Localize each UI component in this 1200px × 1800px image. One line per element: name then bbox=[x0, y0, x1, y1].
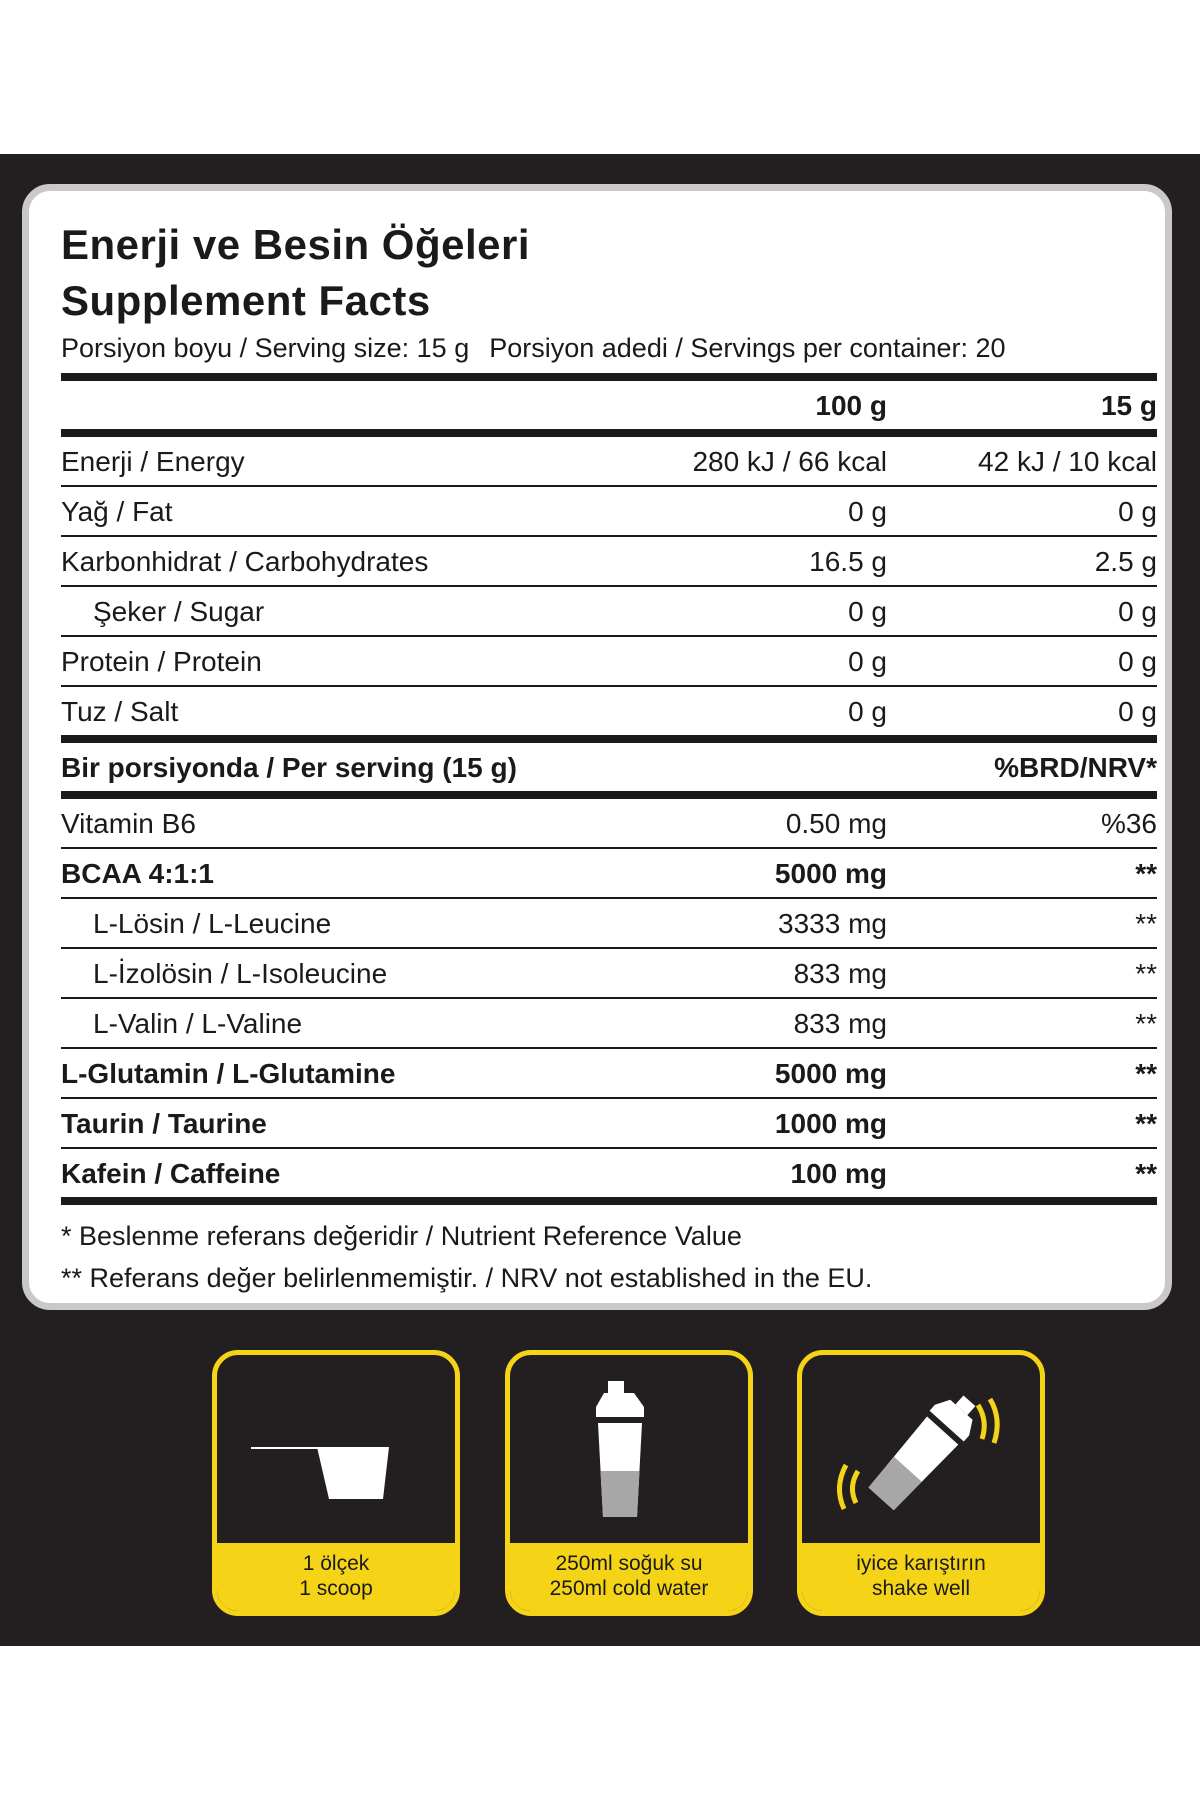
per-serving-header-row bbox=[61, 743, 1157, 791]
divider-thick bbox=[61, 735, 1157, 743]
instruction-scoop bbox=[212, 1350, 460, 1616]
serving-row-bcaa bbox=[61, 849, 1157, 897]
instruction-caption bbox=[217, 1543, 455, 1611]
instruction-caption bbox=[802, 1543, 1040, 1611]
serving-row-isoleucine bbox=[61, 949, 1157, 997]
amount-per-serving: 5000 mg bbox=[774, 1058, 887, 1089]
ingredient-label: L-Lösin / L-Leucine bbox=[93, 908, 332, 939]
nrv-value: ** bbox=[1135, 858, 1157, 889]
amount-per-serving: 833 mg bbox=[793, 1008, 887, 1039]
value-per-100g: 0 g bbox=[848, 596, 887, 627]
nutrition-table bbox=[61, 373, 1157, 1205]
nrv-value: %36 bbox=[1100, 808, 1157, 839]
value-per-100g: 280 kJ / 66 kcal bbox=[692, 446, 887, 477]
nutrient-row-protein bbox=[61, 637, 1157, 685]
servings-per-container: Porsiyon adedi / Servings per container: 20 bbox=[489, 333, 1006, 363]
caption-line-tr: 250ml soğuk su bbox=[555, 1552, 703, 1575]
value-per-100g: 0 g bbox=[848, 696, 887, 727]
nutrient-row-salt bbox=[61, 687, 1157, 735]
nutrient-row-fat bbox=[61, 487, 1157, 535]
caption-line-tr: iyice karıştırın bbox=[856, 1552, 986, 1575]
footnote-nrv-not-established: ** Referans değer belirlenmemiştir. / NRV not established in the EU. bbox=[61, 1263, 873, 1293]
nrv-value: ** bbox=[1135, 1158, 1157, 1189]
shake-icon bbox=[802, 1355, 1040, 1545]
shaker-bottle-icon bbox=[510, 1355, 748, 1545]
divider-thick bbox=[61, 791, 1157, 799]
nrv-value: ** bbox=[1135, 1058, 1157, 1089]
ingredient-label: Taurin / Taurine bbox=[61, 1108, 267, 1139]
ingredient-label: BCAA 4:1:1 bbox=[61, 858, 214, 889]
ingredient-label: Kafein / Caffeine bbox=[61, 1158, 281, 1189]
column-header-100g: 100 g bbox=[815, 390, 887, 421]
caption-line-en: 250ml cold water bbox=[549, 1577, 709, 1600]
value-per-15g: 2.5 g bbox=[1094, 546, 1157, 577]
nrv-value: ** bbox=[1135, 1008, 1157, 1039]
caption-line-en: 1 scoop bbox=[299, 1577, 373, 1600]
nutrient-label: Protein / Protein bbox=[61, 646, 262, 677]
nutrient-label: Tuz / Salt bbox=[61, 696, 179, 727]
nrv-value: ** bbox=[1135, 958, 1157, 989]
supplement-facts-panel bbox=[22, 184, 1172, 1310]
scoop-icon bbox=[217, 1355, 455, 1545]
amount-per-serving: 5000 mg bbox=[774, 858, 887, 889]
column-header-15g: 15 g bbox=[1100, 390, 1157, 421]
footnote-nrv: * Beslenme referans değeridir / Nutrient Reference Value bbox=[61, 1221, 742, 1251]
nutrient-row-energy bbox=[61, 437, 1157, 485]
serving-row-glutamine bbox=[61, 1049, 1157, 1097]
column-header-row bbox=[61, 381, 1157, 429]
serving-row-vitamin-b6 bbox=[61, 799, 1157, 847]
value-per-15g: 0 g bbox=[1118, 696, 1157, 727]
title-english: Supplement Facts bbox=[61, 277, 431, 324]
ingredient-label: L-Glutamin / L-Glutamine bbox=[61, 1058, 396, 1089]
serving-row-taurine bbox=[61, 1099, 1157, 1147]
amount-per-serving: 3333 mg bbox=[778, 908, 887, 939]
nrv-value: ** bbox=[1135, 1108, 1157, 1139]
nutrient-label: Karbonhidrat / Carbohydrates bbox=[61, 546, 429, 577]
nutrient-row-sugar bbox=[61, 587, 1157, 635]
per-serving-label: Bir porsiyonda / Per serving (15 g) bbox=[61, 752, 517, 783]
value-per-15g: 0 g bbox=[1118, 596, 1157, 627]
serving-row-caffeine bbox=[61, 1149, 1157, 1197]
nutrient-label: Enerji / Energy bbox=[61, 446, 245, 477]
value-per-100g: 0 g bbox=[848, 646, 887, 677]
nutrient-label: Yağ / Fat bbox=[61, 496, 173, 527]
caption-line-en: shake well bbox=[871, 1577, 971, 1600]
divider-thick bbox=[61, 1197, 1157, 1205]
value-per-15g: 0 g bbox=[1118, 646, 1157, 677]
nrv-value: ** bbox=[1135, 908, 1157, 939]
nrv-header: %BRD/NRV* bbox=[994, 752, 1157, 783]
divider-thick bbox=[61, 373, 1157, 381]
amount-per-serving: 100 mg bbox=[790, 1158, 887, 1189]
serving-info bbox=[61, 333, 1006, 364]
instruction-water bbox=[505, 1350, 753, 1616]
nutrient-row-carbohydrates bbox=[61, 537, 1157, 585]
nutrient-label: Şeker / Sugar bbox=[93, 596, 265, 627]
amount-per-serving: 1000 mg bbox=[774, 1108, 887, 1139]
instruction-caption bbox=[510, 1543, 748, 1611]
value-per-100g: 0 g bbox=[848, 496, 887, 527]
value-per-15g: 0 g bbox=[1118, 496, 1157, 527]
value-per-100g: 16.5 g bbox=[809, 546, 887, 577]
serving-row-valine bbox=[61, 999, 1157, 1047]
ingredient-label: Vitamin B6 bbox=[61, 808, 196, 839]
amount-per-serving: 0.50 mg bbox=[785, 808, 887, 839]
serving-size: Porsiyon boyu / Serving size: 15 g bbox=[61, 333, 470, 363]
usage-instructions bbox=[0, 1350, 1200, 1618]
amount-per-serving: 833 mg bbox=[793, 958, 887, 989]
instruction-shake bbox=[797, 1350, 1045, 1616]
divider-thick bbox=[61, 429, 1157, 437]
value-per-15g: 42 kJ / 10 kcal bbox=[978, 446, 1157, 477]
title-turkish: Enerji ve Besin Öğeleri bbox=[61, 221, 531, 268]
ingredient-label: L-Valin / L-Valine bbox=[93, 1008, 303, 1039]
caption-line-tr: 1 ölçek bbox=[302, 1552, 370, 1575]
serving-row-leucine bbox=[61, 899, 1157, 947]
ingredient-label: L-İzolösin / L-Isoleucine bbox=[93, 958, 388, 989]
